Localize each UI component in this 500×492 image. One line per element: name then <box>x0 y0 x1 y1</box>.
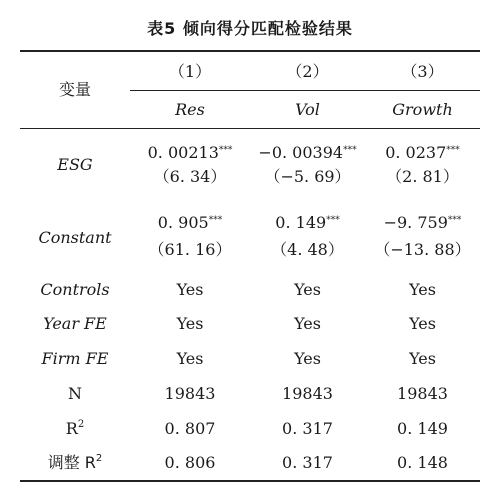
esg-tstat-vol: （−5. 69） <box>264 167 351 186</box>
constant-coef-vol <box>250 213 365 233</box>
significance-stars: *** <box>343 145 357 156</box>
column-number-1: （1） <box>168 62 212 81</box>
significance-stars: *** <box>208 215 223 226</box>
row-label-r2 <box>20 419 130 439</box>
coef-value: −0. 00394 <box>258 143 344 162</box>
adj-r2-label-superscript: 2 <box>95 453 103 464</box>
significance-stars: *** <box>446 145 460 156</box>
coef-value: −9. 759 <box>383 213 448 232</box>
constant-tstat-growth: （−13. 88） <box>374 240 471 259</box>
controls-res: Yes <box>176 280 204 299</box>
row-label-constant: Constant <box>38 228 112 247</box>
controls-vol: Yes <box>294 280 321 299</box>
coef-value: 0. 149 <box>275 213 327 232</box>
column-number-2: （2） <box>286 62 329 81</box>
firm-fe-growth: Yes <box>409 349 436 368</box>
adj-r2-res: 0. 806 <box>164 453 216 472</box>
year-fe-res: Yes <box>176 314 204 333</box>
column-number-rule <box>130 90 480 91</box>
row-label-year-fe: Year FE <box>43 314 107 333</box>
r2-label-text: R <box>65 419 78 438</box>
year-fe-growth: Yes <box>409 314 436 333</box>
r2-label-superscript: 2 <box>77 419 85 430</box>
column-number-3: （3） <box>401 62 444 81</box>
row-label-n: N <box>68 384 82 403</box>
adj-r2-vol: 0. 317 <box>282 453 333 472</box>
esg-tstat-growth: （2. 81） <box>386 167 459 186</box>
adj-r2-label-text: 调整 R <box>47 453 96 472</box>
constant-coef-res <box>130 213 250 233</box>
significance-stars: *** <box>447 215 462 226</box>
coef-value: 0. 0237 <box>385 143 447 162</box>
table-title: 表5 倾向得分匹配检验结果 <box>147 19 353 38</box>
row-label-adj-r2 <box>20 453 130 473</box>
constant-tstat-vol: （4. 48） <box>271 240 344 259</box>
column-name-growth: Growth <box>392 100 453 119</box>
coef-value: 0. 00213 <box>147 143 219 162</box>
esg-coef-vol <box>250 143 365 163</box>
bottom-rule <box>20 480 480 482</box>
firm-fe-vol: Yes <box>294 349 321 368</box>
adj-r2-growth: 0. 148 <box>397 453 448 472</box>
controls-growth: Yes <box>409 280 436 299</box>
coef-value: 0. 905 <box>157 213 209 232</box>
n-growth: 19843 <box>397 384 448 403</box>
row-label-esg: ESG <box>57 155 93 174</box>
r2-vol: 0. 317 <box>282 419 333 438</box>
r2-growth: 0. 149 <box>397 419 448 438</box>
stub-header: 变量 <box>58 80 91 99</box>
esg-coef-growth <box>365 143 480 163</box>
significance-stars: *** <box>326 215 340 226</box>
significance-stars: *** <box>218 145 233 156</box>
row-label-firm-fe: Firm FE <box>41 349 109 368</box>
esg-tstat-res: （6. 34） <box>153 167 227 186</box>
year-fe-vol: Yes <box>294 314 321 333</box>
n-res: 19843 <box>164 384 216 403</box>
constant-coef-growth <box>365 213 480 233</box>
esg-coef-res <box>130 143 250 163</box>
column-name-res: Res <box>175 100 205 119</box>
firm-fe-res: Yes <box>176 349 204 368</box>
top-rule <box>20 50 480 52</box>
r2-res: 0. 807 <box>164 419 216 438</box>
n-vol: 19843 <box>282 384 333 403</box>
constant-tstat-res: （61. 16） <box>148 240 232 259</box>
column-name-vol: Vol <box>295 100 320 119</box>
row-label-controls: Controls <box>40 280 110 299</box>
header-bottom-rule <box>20 128 480 129</box>
